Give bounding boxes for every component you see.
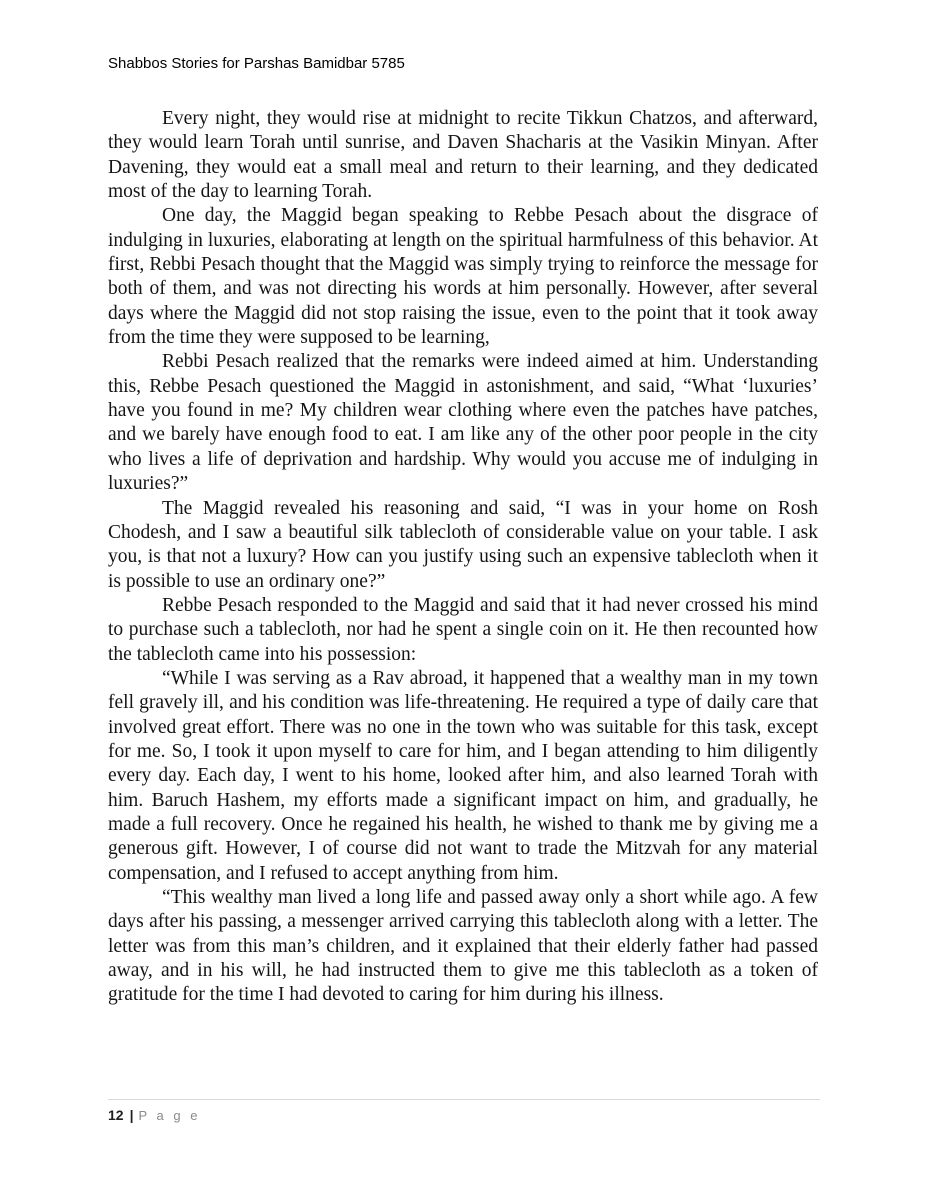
paragraph: Rebbe Pesach responded to the Maggid and said that it had never crossed his mind to purchase such a tablecloth, nor had he spent a single coin on it. He then recounted how the tablecloth came into his possession:: [108, 594, 818, 665]
page-footer: [108, 1099, 820, 1123]
paragraph: Every night, they would rise at midnight to recite Tikkun Chatzos, and afterward, they would learn Torah until sunrise, and Daven Shacharis at the Vasikin Minyan. After Davening, they would eat a small meal and return to their learning, and they dedicated most of the day to learning Torah.: [108, 108, 818, 203]
paragraph: The Maggid revealed his reasoning and said, “I was in your home on Rosh Chodesh, and I saw a beautiful silk tablecloth of considerable value on your table. I ask you, is that not a luxury? How can you justify using such an expensive tablecloth when it is possible to use an ordinary one?”: [108, 497, 818, 592]
footer-separator: |: [129, 1107, 134, 1123]
paragraph: “While I was serving as a Rav abroad, it happened that a wealthy man in my town fell gravely ill, and his condition was life-threatening. He required a type of daily care that involved great effort. There was no one in the town who was suitable for this task, except for me. So, I took it upon myself to care for him, and I began attending to him diligently every day. Each day, I went to his home, looked after him, and also learned Torah with him. Baruch Hashem, my efforts made a significant impact on him, and gradually, he made a full recovery. Once he regained his health, he wished to thank me by giving me a generous gift. However, I of course did not want to trade the Mitzvah for any material compensation, and I refused to accept anything from him.: [108, 667, 818, 884]
paragraph: Rebbi Pesach realized that the remarks were indeed aimed at him. Understanding this, Rebbe Pesach questioned the Maggid in astonishment, and said, “What ‘luxuries’ have you found in me? My children wear clothing where even the patches have patches, and we barely have enough food to eat. I am like any of the other poor people in the city who lives a life of deprivation and hardship. Why would you accuse me of indulging in luxuries?”: [108, 351, 818, 495]
paragraph: One day, the Maggid began speaking to Rebbe Pesach about the disgrace of indulging in luxuries, elaborating at length on the spiritual harmfulness of this behavior. At first, Rebbi Pesach thought that the Maggid was simply trying to reinforce the message for both of them, and was not directing his words at him personally. However, after several days where the Maggid did not stop raising the issue, even to the point that it took away from the time they were supposed to be learning,: [108, 205, 818, 349]
page-header-title: Shabbos Stories for Parshas Bamidbar 5785: [108, 55, 405, 72]
page-number: 12: [108, 1107, 124, 1123]
footer-line: [108, 1107, 820, 1123]
document-body: [108, 107, 818, 1008]
paragraph: “This wealthy man lived a long life and passed away only a short while ago. A few days after his passing, a messenger arrived carrying this tablecloth along with a letter. The letter was from this man’s children, and it explained that their elderly father had passed away, and in his will, he had instructed them to give me this tablecloth as a token of gratitude for the time I had devoted to caring for him during his illness.: [108, 887, 818, 1006]
footer-page-label: P a g e: [138, 1108, 201, 1123]
page-header: [108, 55, 818, 73]
